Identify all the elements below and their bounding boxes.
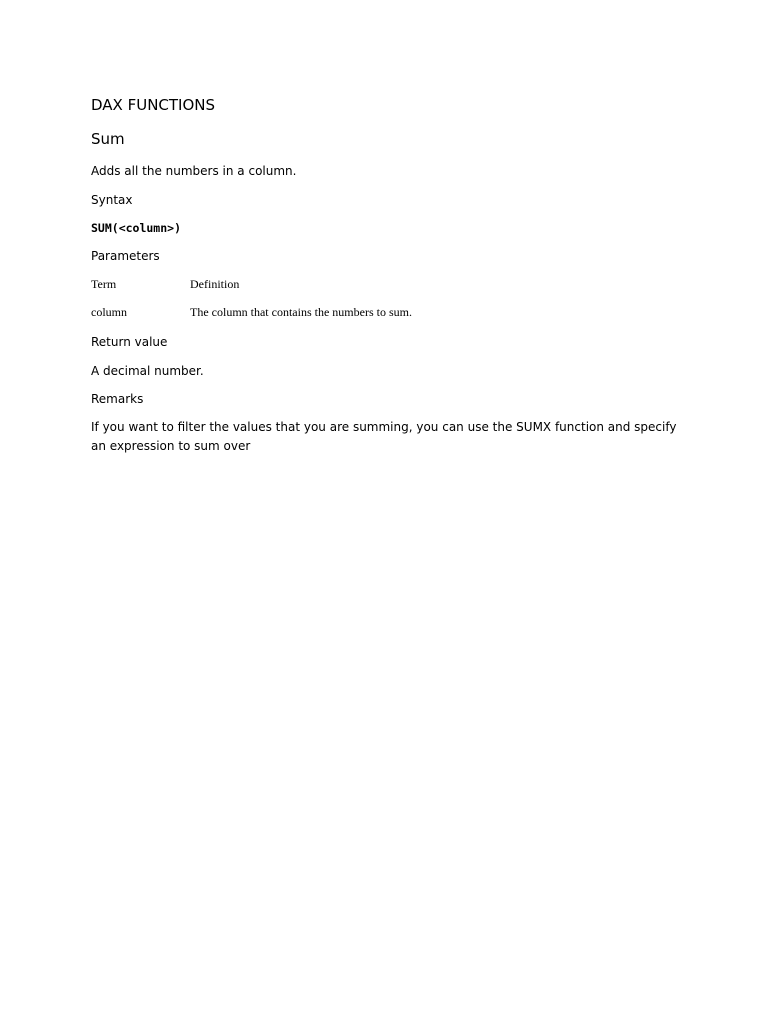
- parameters-heading: Parameters: [91, 249, 160, 263]
- function-name: Sum: [91, 130, 125, 148]
- return-heading: Return value: [91, 335, 168, 349]
- document-title: DAX FUNCTIONS: [91, 96, 216, 114]
- syntax-code: SUM(<column>): [91, 221, 182, 235]
- return-text: A decimal number.: [91, 364, 204, 378]
- remarks-heading: Remarks: [91, 392, 144, 406]
- function-description: Adds all the numbers in a column.: [91, 164, 297, 178]
- table-cell-definition: The column that contains the numbers to sum.: [190, 305, 412, 319]
- table-cell-term: column: [91, 305, 127, 319]
- remarks-text: If you want to filter the values that you are summing, you can use the SUMX function and specify an expression to sum over: [91, 420, 677, 453]
- syntax-heading: Syntax: [91, 193, 133, 207]
- table-header-term: Term: [91, 277, 117, 291]
- table-header-definition: Definition: [190, 277, 240, 291]
